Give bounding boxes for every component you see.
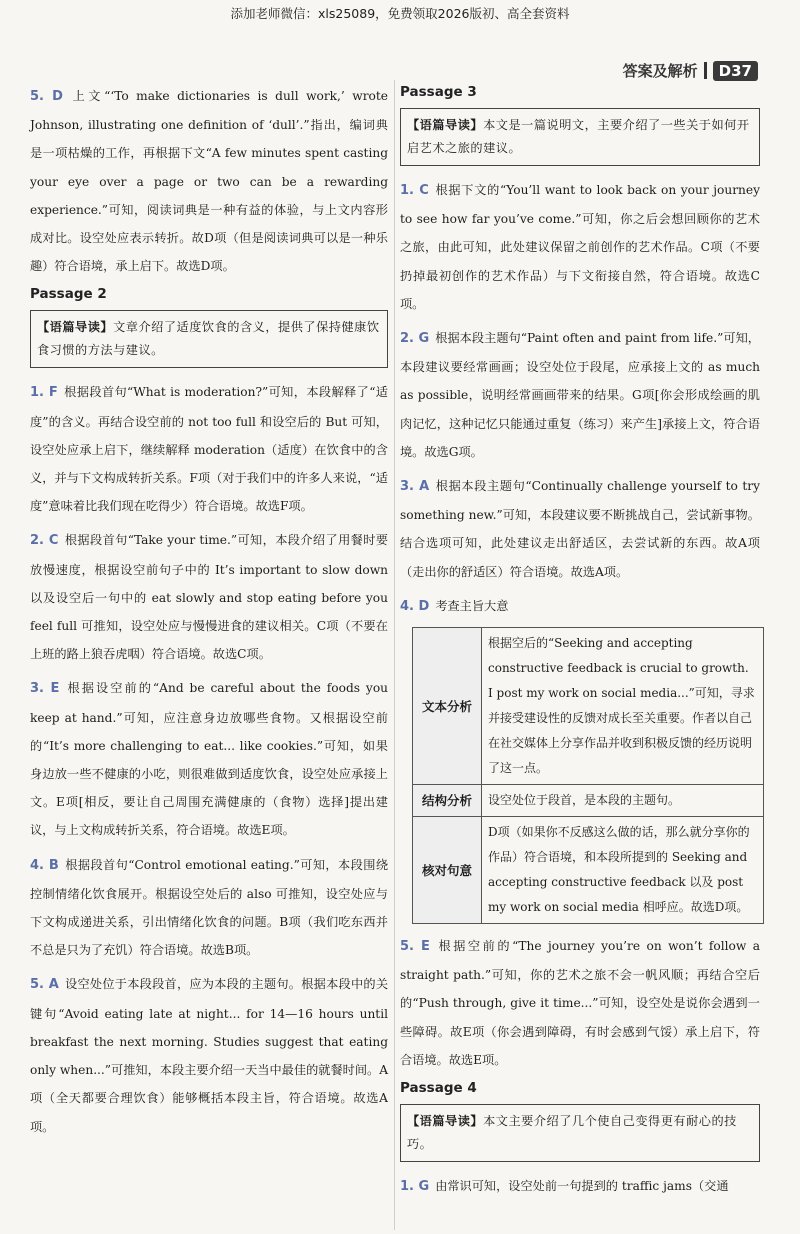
answer-number: 5. D <box>30 89 63 104</box>
answer-text: 根据段首句“Take your time.”可知，本段介绍了用餐时要放慢速度，根据设空前句子中的 It’s important to slow down 以及设空后一句中的 eat slowly and stop eating before you feel full 可推知，设空处应与慢慢进食的建议相关。C项（不要在上班的路上狼吞虎咽）符合语境。故选C项。 <box>30 533 388 662</box>
row-text: 设空处位于段首，是本段的主题句。 <box>482 785 764 817</box>
guide-tag: 【语篇导读】 <box>37 320 114 335</box>
row-label: 文本分析 <box>413 628 482 785</box>
answer-text: 根据段首句“Control emotional eating.”可知，本段围绕控制情绪化饮食展开。根据设空处后的 also 可推知，设空处应与下文构成递进关系，引出情绪化饮食的问题。B项（我们吃东西并不总是只为了充饥）符合语境。故选B项。 <box>30 857 389 958</box>
answer-number: 1. G <box>400 1179 430 1195</box>
answer-text: 根据下文的“You’ll want to look back on your journey to see how far you’ve come.”可知，你之后会想回顾你的艺术之旅，由此可知，此处建议保留之前创作的艺术作品。C项（不要扔掉最初创作的艺术作品）与下文衔接自然，符合语境。故选C项。 <box>400 183 760 311</box>
answer-item <box>30 674 388 844</box>
table-row <box>413 817 764 924</box>
answer-text: 由常识可知，设空处前一句提到的 traffic jams（交通 <box>435 1179 729 1194</box>
table-row <box>413 628 764 785</box>
answer-item <box>400 176 760 318</box>
answer-item <box>30 526 388 668</box>
answer-item <box>30 970 388 1140</box>
passage-guide-box <box>30 310 388 368</box>
answer-item <box>400 472 760 586</box>
answer-item <box>400 592 760 621</box>
answer-text: 根据段首句“What is moderation?”可知，本段解释了“适度”的含义。再结合设空前的 not too full 和设空后的 But 可知，设空处应承上启下，继续解释 moderation（适度）在饮食中的含义，并与下文构成转折关系。F项（对于我们中的许多人来说，“适度”意味着比我们现在吃得少）符合语境。故选F项。 <box>30 385 388 514</box>
passage-title: Passage 2 <box>30 286 107 303</box>
answer-item <box>400 932 760 1074</box>
guide-text: 本文是一篇说明文，主要介绍了一些关于如何开启艺术之旅的建议。 <box>407 118 750 155</box>
answer-number: 2. G <box>400 331 430 347</box>
row-text: D项（如果你不反感这么做的话，那么就分享你的作品）符合语境，和本段所提到的 Seeking and accepting constructive feedback 以及 post my work on social media 相呼应。故选D项。 <box>482 817 764 924</box>
answer-number: 1. C <box>400 183 429 198</box>
row-label: 核对句意 <box>413 817 482 924</box>
answer-number: 2. C <box>30 533 59 549</box>
answer-number: 5. E <box>400 939 430 955</box>
answer-item <box>30 378 388 520</box>
answer-text: 根据设空前的“And be careful about the foods you keep at hand.”可知，应注意身边放哪些食物。又根据设空前的“It’s more challenging to eat... like cookies.”可知，如果身边放一些不健康的小吃，则很难做到适度饮食，设空处应承接上文。E项[相反，要让自己周围充满健康的（食物）选择]提出建议，与上文构成转折关系，符合语境。故选E项。 <box>30 681 389 838</box>
passage-title: Passage 3 <box>400 84 477 100</box>
answer-text: 设空处位于本段段首，应为本段的主题句。根据本段中的关键句“Avoid eating late at night... for 14—16 hours until breakfast the next morning. Studies suggest that eating only when...”可推知，本段主要介绍一天当中最佳的就餐时间。A项（全天都要合理饮食）能够概括本段主旨，符合语境。故选A项。 <box>30 977 389 1134</box>
page-badge: D37 <box>713 61 758 81</box>
guide-tag: 【语篇导读】 <box>407 118 484 132</box>
header-divider <box>704 62 707 79</box>
passage-guide-box <box>400 1104 760 1162</box>
row-text: 根据空后的“Seeking and accepting constructive feedback is crucial to growth. I post my work on social media...”可知，寻求并接受建设性的反馈对成长至关重要。作者以自己在社交媒体上分享作品并收到积极反馈的经历说明了这一点。 <box>482 628 764 785</box>
answer-text: 上文“‘To make dictionaries is dull work,’ wrote Johnson, illustrating one definition of ‘dull’.”指出，编词典是一项枯燥的工作，再根据下文“A few minutes spent casting your eye over a page or two can be a rewarding experience.”可知，阅读词典是一种有益的体验，与上文内容形成对比。设空处应表示转折。故D项（但是阅读词典可以是一种乐趣）符合语境，承上启下。故选D项。 <box>30 89 388 274</box>
answer-number: 1. F <box>30 385 58 401</box>
left-column <box>30 82 388 1147</box>
answer-number: 5. A <box>30 977 59 993</box>
passage-guide-box <box>400 108 760 166</box>
answer-item <box>400 324 760 466</box>
answer-text: 考查主旨大意 <box>435 598 509 613</box>
passage-title: Passage 4 <box>400 1080 477 1097</box>
table-row <box>413 785 764 817</box>
guide-text: 本文主要介绍了几个使自己变得更有耐心的技巧。 <box>407 1114 737 1152</box>
promo-banner: 添加老师微信：xls25089，免费领取2026版初、高全套资料 <box>230 6 570 21</box>
answer-text: 根据空前的“The journey you’re on won’t follow a straight path.”可知，你的艺术之旅不会一帆风顺；再结合空后的“Push through, give it time...”可知，设空处是说你会遇到一些障碍。故E项（你会遇到障碍，有时会感到气馁）承上启下，符合语境。故选E项。 <box>400 939 760 1067</box>
answer-item <box>30 851 388 965</box>
section-title: 答案及解析 <box>622 62 698 80</box>
guide-text: 文章介绍了适度饮食的含义，提供了保持健康饮食习惯的方法与建议。 <box>37 320 380 358</box>
column-divider <box>394 80 395 1230</box>
page-header <box>623 60 758 81</box>
guide-tag: 【语篇导读】 <box>407 1114 484 1129</box>
answer-number: 4. B <box>30 857 59 873</box>
row-label: 结构分析 <box>413 785 482 817</box>
answer-item <box>30 82 388 280</box>
answer-text: 根据本段主题句“Continually challenge yourself to try something new.”可知，本段建议要不断挑战自己，尝试新事物。结合选项可知，此处建议走出舒适区，去尝试新的东西。故A项（走出你的舒适区）符合语境。故选A项。 <box>400 479 760 579</box>
answer-number: 3. A <box>400 479 430 495</box>
right-column <box>400 82 760 1207</box>
analysis-table <box>412 627 764 924</box>
answer-number: 4. D <box>400 598 430 614</box>
answer-item <box>400 1172 760 1201</box>
answer-number: 3. E <box>30 681 60 697</box>
answer-text: 根据本段主题句“Paint often and paint from life.”可知，本段建议要经常画画；设空处位于段尾，应承接上文的 as much as possible，说明经常画画带来的结果。G项[你会形成绘画的肌肉记忆，这种记忆只能通过重复（练习）来产生]承接上文，符合语境。故选G项。 <box>400 331 760 459</box>
